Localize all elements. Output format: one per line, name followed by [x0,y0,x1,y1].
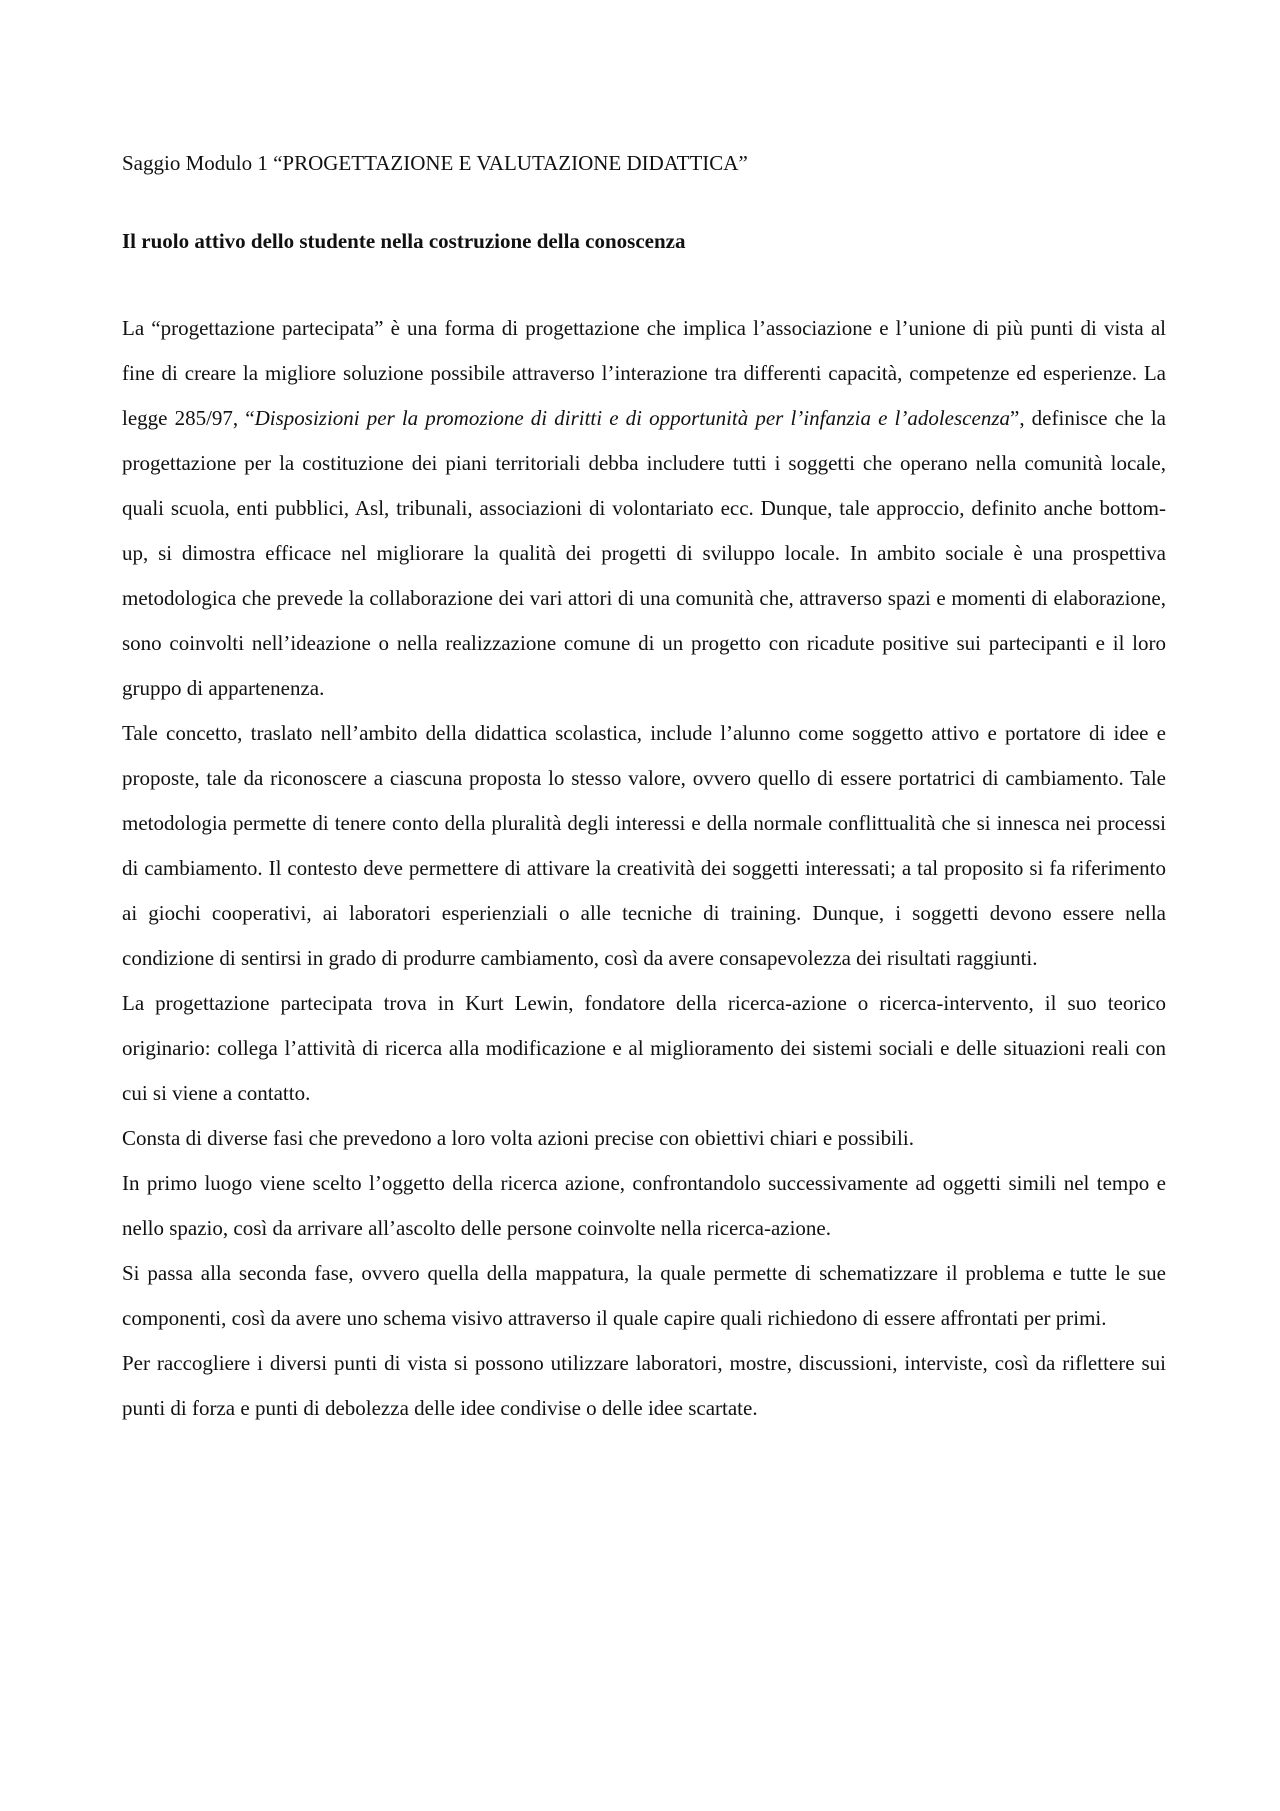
law-title-italic: Disposizioni per la promozione di diritti e di opportunità per l’infanzia e l’adolescenza [254,406,1010,430]
paragraph-3: La progettazione partecipata trova in Kurt Lewin, fondatore della ricerca-azione o ricerca-intervento, il suo teorico originario: collega l’attività di ricerca alla modificazione e al miglioramento dei sistemi sociali e delle situazioni reali con cui si viene a contatto. [122,991,1166,1105]
paragraph-1-text-a: La “progettazione partecipata” è una forma di progettazione che implica l’associazione e l’unione di più punti di vista al fine di creare la migliore soluzione possibile attraverso l’interazione tra differenti capacità, competenze ed esperienze. La legge 285/97, “ [122,316,1166,430]
paragraph-4: Consta di diverse fasi che prevedono a loro volta azioni precise con obiettivi chiari e possibili. [122,1126,914,1150]
paragraph-7: Per raccogliere i diversi punti di vista si possono utilizzare laboratori, mostre, discussioni, interviste, così da riflettere sui punti di forza e punti di debolezza delle idee condivise o delle idee scartate. [122,1351,1166,1420]
paragraph-1-text-b: ”, definisce che la progettazione per la costituzione dei piani territoriali debba includere tutti i soggetti che operano nella comunità locale, quali scuola, enti pubblici, Asl, tribunali, associazioni di volontariato ecc. Dunque, tale approccio, definito anche bottom-up, si dimostra efficace nel migliorare la qualità dei progetti di sviluppo locale. In ambito sociale è una prospettiva metodologica che prevede la collaborazione dei vari attori di una comunità che, attraverso spazi e momenti di elaborazione, sono coinvolti nell’ideazione o nella realizzazione comune di un progetto con ricadute positive sui partecipanti e il loro gruppo di appartenenza. [122,406,1167,700]
document-content [122,148,1166,1431]
paragraph-1 [122,306,1166,711]
paragraph-2: Tale concetto, traslato nell’ambito della didattica scolastica, include l’alunno come soggetto attivo e portatore di idee e proposte, tale da riconoscere a ciascuna proposta lo stesso valore, ovvero quello di essere portatrici di cambiamento. Tale metodologia permette di tenere conto della pluralità degli interessi e della normale conflittualità che si innesca nei processi di cambiamento. Il contesto deve permettere di attivare la creatività dei soggetti interessati; a tal proposito si fa riferimento ai giochi cooperativi, ai laboratori esperienziali o alle tecniche di training. Dunque, i soggetti devono essere nella condizione di sentirsi in grado di produrre cambiamento, così da avere consapevolezza dei risultati raggiunti. [122,721,1166,970]
paragraph-5: In primo luogo viene scelto l’oggetto della ricerca azione, confrontandolo successivamente ad oggetti simili nel tempo e nello spazio, così da arrivare all’ascolto delle persone coinvolte nella ricerca-azione. [122,1171,1166,1240]
paragraph-6: Si passa alla seconda fase, ovvero quella della mappatura, la quale permette di schematizzare il problema e tutte le sue componenti, così da avere uno schema visivo attraverso il quale capire quali richiedono di essere affrontati per primi. [122,1261,1166,1330]
document-header: Saggio Modulo 1 “PROGETTAZIONE E VALUTAZIONE DIDATTICA” [122,151,748,175]
document-body [122,306,1166,1431]
document-title: Il ruolo attivo dello studente nella costruzione della conoscenza [122,229,686,253]
